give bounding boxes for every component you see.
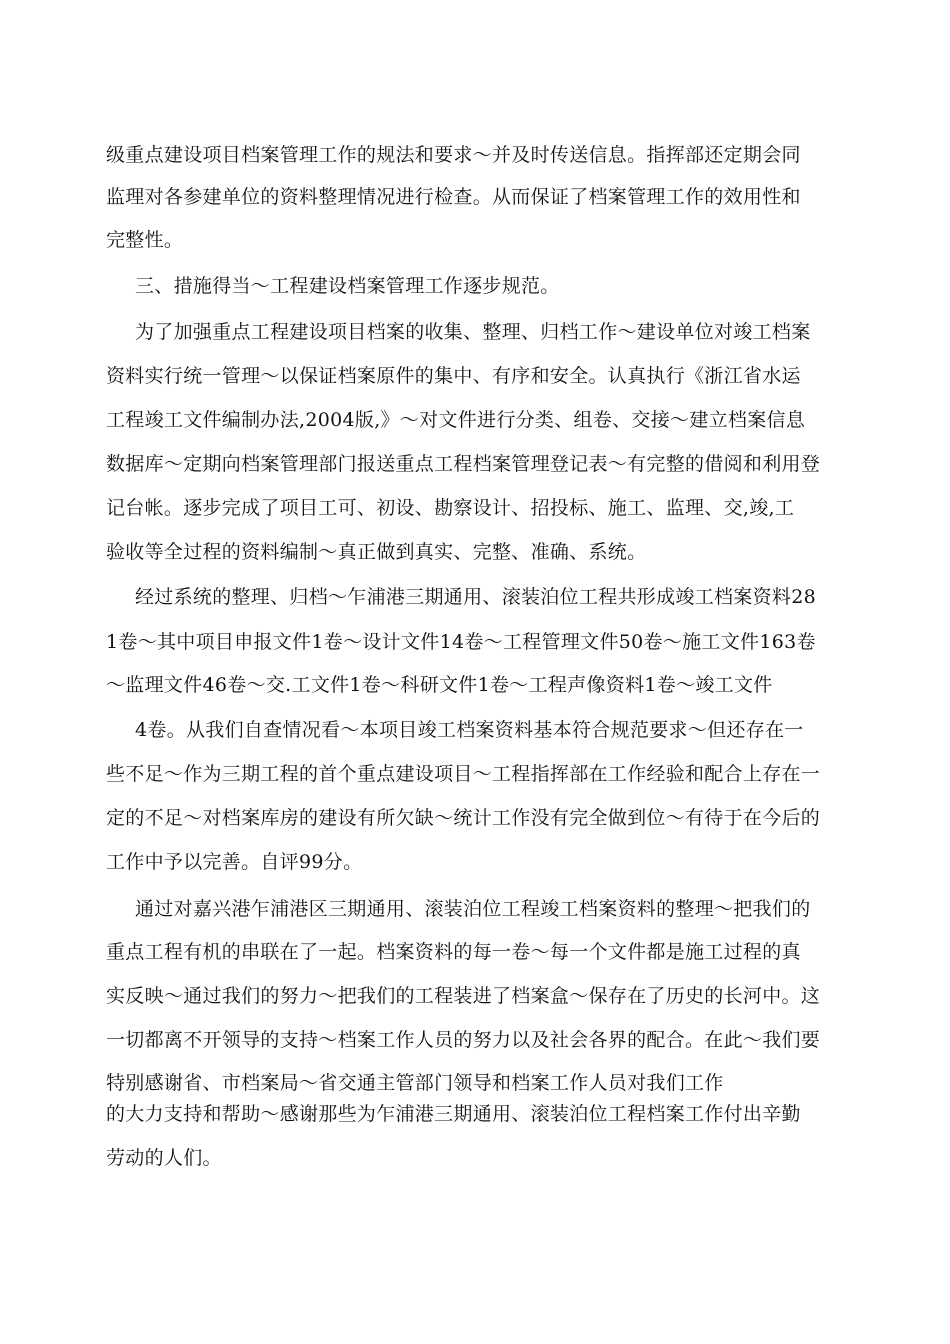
- text-line: 资料实行统一管理～以保证档案原件的集中、有序和安全。认真执行《浙江省水运: [106, 365, 801, 387]
- text-line: 的大力支持和帮助～感谢那些为乍浦港三期通用、滚装泊位工程档案工作付出辛勤: [106, 1103, 801, 1125]
- text-line: 记台帐。逐步完成了项目工可、初设、勘察设计、招投标、施工、监理、交,竣,工: [106, 497, 795, 519]
- text-line: 些不足～作为三期工程的首个重点建设项目～工程指挥部在工作经验和配合上存在一: [106, 763, 821, 785]
- text-line: 1卷～其中项目申报文件1卷～设计文件14卷～工程管理文件50卷～施工文件163卷: [106, 631, 816, 653]
- section-heading: 三、措施得当～工程建设档案管理工作逐步规范。: [135, 275, 560, 297]
- text-line: 实反映～通过我们的努力～把我们的工程装进了档案盒～保存在了历史的长河中。这: [106, 985, 821, 1007]
- text-line: 定的不足～对档案库房的建设有所欠缺～统计工作没有完全做到位～有待于在今后的: [106, 807, 821, 829]
- text-line: 工程竣工文件编制办法,2004版,》～对文件进行分类、组卷、交接～建立档案信息: [106, 409, 806, 431]
- text-line: 劳动的人们。: [106, 1147, 222, 1169]
- text-line: 监理对各参建单位的资料整理情况进行检查。从而保证了档案管理工作的效用性和: [106, 186, 801, 208]
- text-line: 完整性。: [106, 229, 184, 251]
- text-line: 经过系统的整理、归档～乍浦港三期通用、滚装泊位工程共形成竣工档案资料28: [135, 586, 816, 608]
- text-line: 4卷。从我们自查情况看～本项目竣工档案资料基本符合规范要求～但还存在一: [135, 719, 804, 741]
- text-line: 特别感谢省、市档案局～省交通主管部门领导和档案工作人员对我们工作: [106, 1072, 724, 1094]
- text-line: ～监理文件46卷～交.工文件1卷～科研文件1卷～工程声像资料1卷～竣工文件: [106, 674, 773, 696]
- text-line: 重点工程有机的串联在了一起。档案资料的每一卷～每一个文件都是施工过程的真: [106, 941, 801, 963]
- text-line: 验收等全过程的资料编制～真正做到真实、完整、准确、系统。: [106, 541, 647, 563]
- text-line: 工作中予以完善。自评99分。: [106, 851, 363, 873]
- text-line: 级重点建设项目档案管理工作的规法和要求～并及时传送信息。指挥部还定期会同: [106, 144, 801, 166]
- text-line: 为了加强重点工程建设项目档案的收集、整理、归档工作～建设单位对竣工档案: [135, 321, 811, 343]
- text-line: 通过对嘉兴港乍浦港区三期通用、滚装泊位工程竣工档案资料的整理～把我们的: [135, 898, 811, 920]
- text-line: 数据库～定期向档案管理部门报送重点工程档案管理登记表～有完整的借阅和利用登: [106, 453, 821, 475]
- text-line: 一切都离不开领导的支持～档案工作人员的努力以及社会各界的配合。在此～我们要: [106, 1029, 821, 1051]
